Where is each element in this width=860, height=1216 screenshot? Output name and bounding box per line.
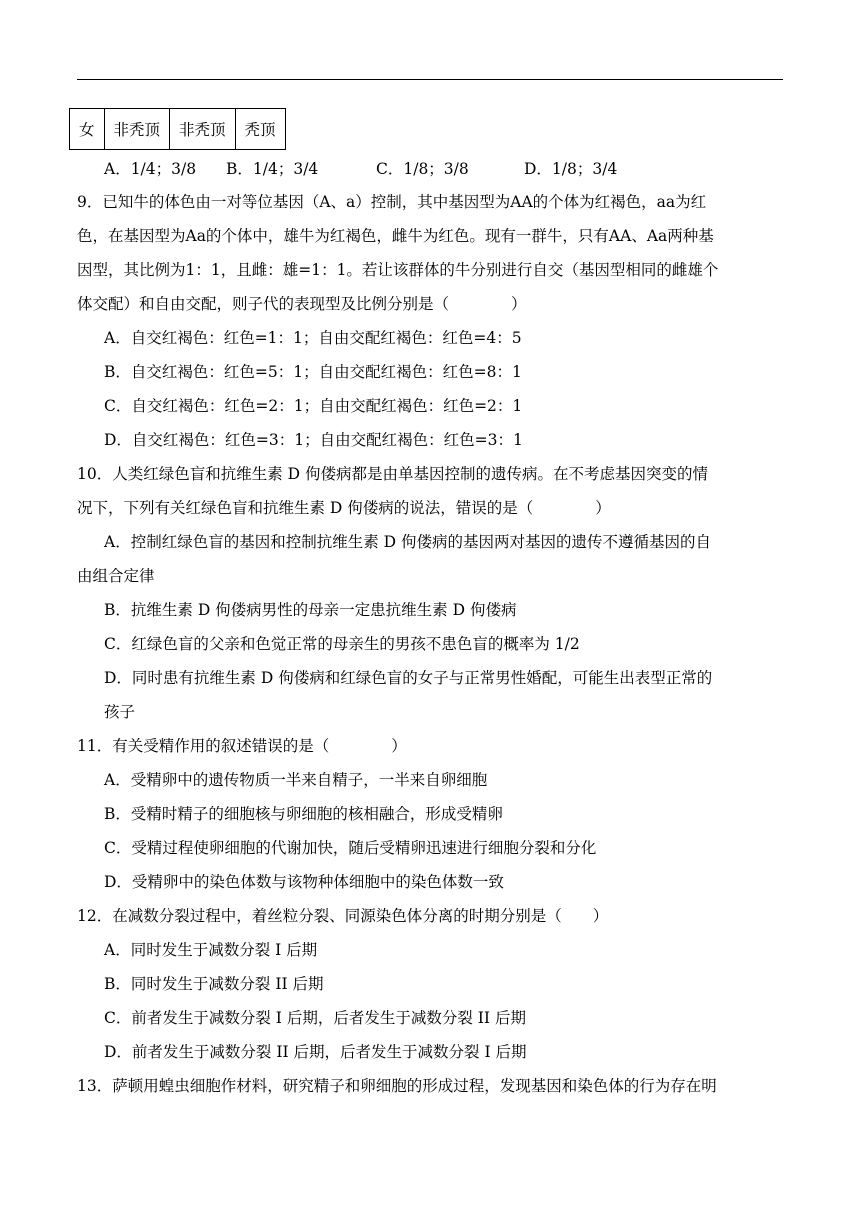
- q9-stem-line: 9．已知牛的体色由一对等位基因（A、a）控制，其中基因型为AA的个体为红褐色，aa为红: [77, 193, 707, 211]
- q10-stem-line: 10．人类红绿色盲和抗维生素 D 佝偻病都是由单基因控制的遗传病。在不考虑基因突变的情: [77, 465, 709, 483]
- q9-option-a: A．自交红褐色：红色=1：1；自由交配红褐色：红色=4：5: [104, 329, 522, 347]
- q10-option-d-cont: 孩子: [104, 703, 136, 721]
- q11-option-b: B．受精时精子的细胞核与卵细胞的核相融合，形成受精卵: [104, 805, 503, 823]
- q10-option-d: D．同时患有抗维生素 D 佝偻病和红绿色盲的女子与正常男性婚配，可能生出表型正常的: [104, 669, 713, 687]
- q10-option-a: A．控制红绿色盲的基因和控制抗维生素 D 佝偻病的基因两对基因的遗传不遵循基因的自: [104, 533, 711, 551]
- q11-option-c: C．受精过程使卵细胞的代谢加快，随后受精卵迅速进行细胞分裂和分化: [104, 839, 597, 857]
- q9-option-b: B．自交红褐色：红色=5：1；自由交配红褐色：红色=8：1: [104, 363, 522, 381]
- q10-option-c: C．红绿色盲的父亲和色觉正常的母亲生的男孩不患色盲的概率为 1/2: [104, 635, 580, 653]
- table-cell: 非秃顶: [104, 109, 170, 150]
- q8-option-c: C．1/8；3/8: [376, 160, 469, 178]
- q9-stem-line: 色，在基因型为Aa的个体中，雄牛为红褐色，雌牛为红色。现有一群牛，只有AA、Aa两种基: [77, 227, 714, 245]
- q10-stem-line: 况下，下列有关红绿色盲和抗维生素 D 佝偻病的说法，错误的是（ ）: [77, 499, 611, 517]
- q9-stem-line: 因型，其比例为1：1，且雌：雄=1：1。若让该群体的牛分别进行自交（基因型相同的雌雄个: [77, 261, 719, 279]
- q10-option-a-cont: 由组合定律: [77, 567, 155, 585]
- q11-stem: 11．有关受精作用的叙述错误的是（ ）: [77, 737, 407, 755]
- table-row: [70, 109, 286, 150]
- table-cell: 秃顶: [235, 109, 285, 150]
- q11-option-d: D．受精卵中的染色体数与该物种体细胞中的染色体数一致: [104, 873, 504, 891]
- q8-option-d: D．1/8；3/4: [524, 160, 618, 178]
- table-cell: 非秃顶: [170, 109, 236, 150]
- header-rule: [77, 79, 783, 80]
- q12-option-c: C．前者发生于减数分裂 I 后期，后者发生于减数分裂 II 后期: [104, 1009, 526, 1027]
- q12-stem: 12．在减数分裂过程中，着丝粒分裂、同源染色体分离的时期分别是（ ）: [77, 907, 609, 925]
- q8-option-a: A．1/4；3/8: [104, 160, 197, 178]
- q11-option-a: A．受精卵中的遗传物质一半来自精子，一半来自卵细胞: [104, 771, 488, 789]
- q13-stem: 13．萨顿用蝗虫细胞作材料，研究精子和卵细胞的形成过程，发现基因和染色体的行为存在明: [77, 1077, 717, 1095]
- q9-stem-line: 体交配）和自由交配，则子代的表现型及比例分别是（ ）: [77, 295, 527, 313]
- q9-option-d: D．自交红褐色：红色=3：1；自由交配红褐色：红色=3：1: [104, 431, 523, 449]
- q9-option-c: C．自交红褐色：红色=2：1；自由交配红褐色：红色=2：1: [104, 397, 523, 415]
- q12-option-a: A．同时发生于减数分裂 I 后期: [104, 941, 318, 959]
- q10-option-b: B．抗维生素 D 佝偻病男性的母亲一定患抗维生素 D 佝偻病: [104, 601, 517, 619]
- q12-option-b: B．同时发生于减数分裂 II 后期: [104, 975, 324, 993]
- q12-option-d: D．前者发生于减数分裂 II 后期，后者发生于减数分裂 I 后期: [104, 1043, 527, 1061]
- phenotype-table: [69, 108, 286, 150]
- table-cell: 女: [70, 109, 105, 150]
- q8-option-b: B．1/4；3/4: [226, 160, 319, 178]
- q8-options: [104, 158, 617, 180]
